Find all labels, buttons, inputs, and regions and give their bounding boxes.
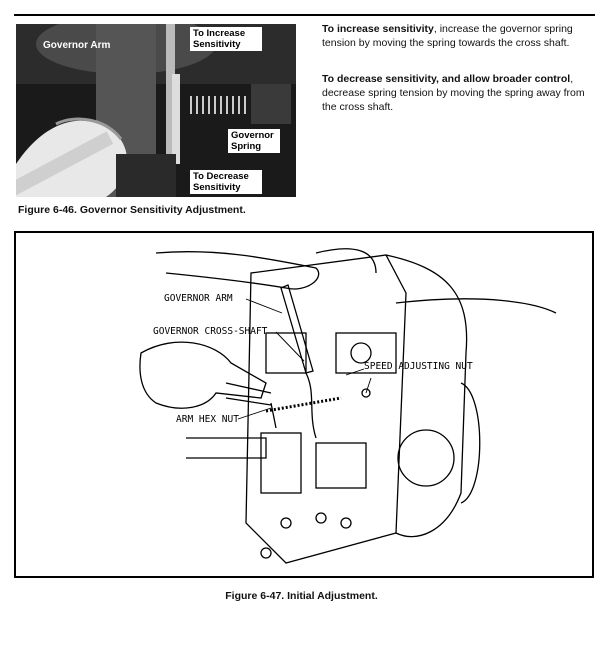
increase-sensitivity-heading: To increase sensitivity	[322, 23, 434, 35]
speed-adjusting-nut-label: SPEED ADJUSTING NUT	[364, 361, 473, 372]
increase-sensitivity-paragraph	[322, 22, 590, 50]
engine-line-drawing	[16, 233, 592, 576]
top-rule	[14, 14, 595, 16]
decrease-sensitivity-body: , decrease spring tension by moving the spring away from the cross shaft.	[322, 73, 585, 113]
figure-6-46-caption: Figure 6-46. Governor Sensitivity Adjustment.	[18, 204, 246, 216]
arm-hex-nut-label: ARM HEX NUT	[176, 414, 239, 425]
governor-spring-callout: Governor Spring	[228, 129, 280, 153]
governor-cross-shaft-label: GOVERNOR CROSS-SHAFT	[153, 326, 268, 337]
decrease-sensitivity-paragraph	[322, 72, 590, 114]
governor-arm-callout: Governor Arm	[43, 40, 111, 51]
increase-sensitivity-callout: To Increase Sensitivity	[190, 27, 262, 51]
governor-sensitivity-photo	[16, 24, 296, 197]
decrease-sensitivity-callout: To Decrease Sensitivity	[190, 170, 262, 194]
increase-sensitivity-body: , increase the governor spring tension by moving the spring towards the cross shaft.	[322, 23, 573, 49]
decrease-sensitivity-heading: To decrease sensitivity, and allow broader control	[322, 73, 571, 85]
governor-arm-label: GOVERNOR ARM	[164, 293, 233, 304]
initial-adjustment-drawing	[14, 231, 594, 578]
figure-6-47-caption: Figure 6-47. Initial Adjustment.	[225, 590, 378, 602]
